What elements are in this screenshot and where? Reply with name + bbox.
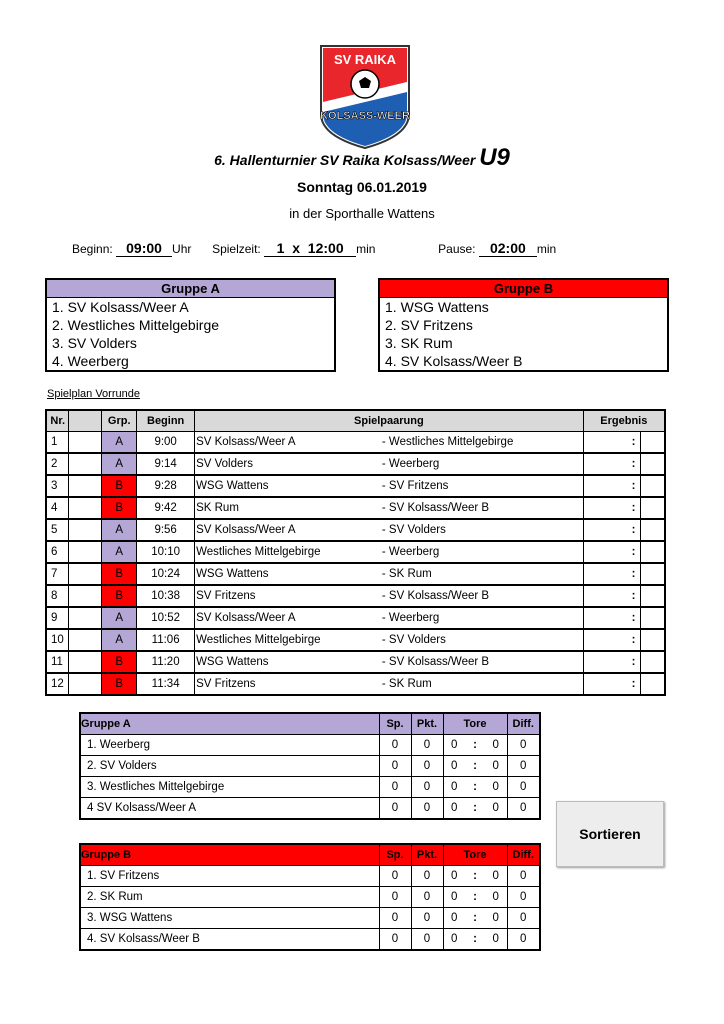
standings-goals-against: 0 bbox=[485, 866, 507, 887]
match-home: SV Kolsass/Weer A bbox=[195, 432, 382, 454]
match-row bbox=[46, 519, 665, 541]
group-a-team: 1. SV Kolsass/Weer A bbox=[52, 299, 189, 315]
standings-goals-sep: : bbox=[465, 756, 485, 777]
standings-goals-sep: : bbox=[465, 887, 485, 908]
group-a-box bbox=[45, 278, 336, 372]
standings-goals-for: 0 bbox=[443, 866, 465, 887]
group-a-team: 3. SV Volders bbox=[52, 335, 137, 351]
match-away: - Weerberg bbox=[382, 541, 583, 563]
col-tore: Tore bbox=[443, 713, 507, 735]
header-empty bbox=[69, 410, 102, 432]
match-home: Westliches Mittelgebirge bbox=[195, 629, 382, 651]
match-group: A bbox=[102, 519, 137, 541]
standings-team: 1. SV Fritzens bbox=[80, 866, 379, 887]
pause-unit: min bbox=[536, 242, 557, 256]
standings-pkt: 0 bbox=[411, 866, 443, 887]
title-category: U9 bbox=[479, 144, 510, 171]
standings-row bbox=[80, 777, 540, 798]
header-nr: Nr. bbox=[46, 410, 69, 432]
match-group: B bbox=[102, 497, 137, 519]
match-score-extra bbox=[640, 432, 665, 454]
header-spielpaarung: Spielpaarung bbox=[195, 410, 584, 432]
match-score-extra bbox=[640, 563, 665, 585]
match-time: 9:14 bbox=[137, 453, 195, 475]
match-away: - Westliches Mittelgebirge bbox=[382, 432, 583, 454]
group-a-team: 4. Weerberg bbox=[52, 353, 129, 369]
standings-row bbox=[80, 908, 540, 929]
standings-diff: 0 bbox=[507, 866, 540, 887]
match-group: A bbox=[102, 432, 137, 454]
standings-goals-against: 0 bbox=[485, 777, 507, 798]
match-home: Westliches Mittelgebirge bbox=[195, 541, 382, 563]
header-grp: Grp. bbox=[102, 410, 137, 432]
standings-team: 3. WSG Wattens bbox=[80, 908, 379, 929]
standings-goals-against: 0 bbox=[485, 887, 507, 908]
spielzeit-label: Spielzeit: bbox=[212, 242, 261, 256]
match-score[interactable]: : bbox=[583, 651, 640, 673]
standings-sp: 0 bbox=[379, 908, 411, 929]
header-beginn: Beginn bbox=[137, 410, 195, 432]
match-row bbox=[46, 475, 665, 497]
standings-goals-sep: : bbox=[465, 777, 485, 798]
group-a-title: Gruppe A bbox=[47, 280, 334, 298]
col-sp: Sp. bbox=[379, 844, 411, 866]
tournament-title bbox=[0, 144, 724, 172]
standings-pkt: 0 bbox=[411, 929, 443, 951]
standings-pkt: 0 bbox=[411, 908, 443, 929]
match-time: 9:28 bbox=[137, 475, 195, 497]
match-group: A bbox=[102, 607, 137, 629]
tournament-venue: in der Sporthalle Wattens bbox=[289, 206, 435, 221]
standings-row bbox=[80, 866, 540, 887]
standings-diff: 0 bbox=[507, 735, 540, 756]
standings-goals-against: 0 bbox=[485, 798, 507, 820]
match-nr: 11 bbox=[46, 651, 69, 673]
sortieren-button[interactable]: Sortieren bbox=[556, 801, 664, 867]
match-home: WSG Wattens bbox=[195, 563, 382, 585]
match-score-extra bbox=[640, 607, 665, 629]
match-home: WSG Wattens bbox=[195, 475, 382, 497]
standings-goals-for: 0 bbox=[443, 908, 465, 929]
match-group: B bbox=[102, 651, 137, 673]
match-row bbox=[46, 432, 665, 454]
match-away: - SV Volders bbox=[382, 519, 583, 541]
standings-sp: 0 bbox=[379, 735, 411, 756]
header-ergebnis: Ergebnis bbox=[583, 410, 665, 432]
standings-row bbox=[80, 929, 540, 951]
standings-goals-for: 0 bbox=[443, 798, 465, 820]
match-home: SV Fritzens bbox=[195, 585, 382, 607]
standings-pkt: 0 bbox=[411, 777, 443, 798]
match-nr: 6 bbox=[46, 541, 69, 563]
schedule-header-row bbox=[46, 410, 665, 432]
standings-goals-for: 0 bbox=[443, 777, 465, 798]
pause-label: Pause: bbox=[438, 242, 476, 256]
spielzeit-count: 1 bbox=[276, 240, 285, 256]
standings-goals-sep: : bbox=[465, 735, 485, 756]
group-b-team: 4. SV Kolsass/Weer B bbox=[385, 353, 523, 369]
match-empty bbox=[69, 519, 102, 541]
standings-team: 4 SV Kolsass/Weer A bbox=[80, 798, 379, 820]
match-group: B bbox=[102, 475, 137, 497]
match-time: 10:38 bbox=[137, 585, 195, 607]
match-row bbox=[46, 541, 665, 563]
standings-row bbox=[80, 887, 540, 908]
match-row bbox=[46, 453, 665, 475]
match-score-extra bbox=[640, 629, 665, 651]
match-home: WSG Wattens bbox=[195, 651, 382, 673]
match-row bbox=[46, 497, 665, 519]
match-away: - SK Rum bbox=[382, 563, 583, 585]
match-score[interactable]: : bbox=[583, 673, 640, 695]
schedule-table bbox=[45, 409, 666, 696]
match-time: 9:00 bbox=[137, 432, 195, 454]
standings-row bbox=[80, 735, 540, 756]
match-away: - Weerberg bbox=[382, 607, 583, 629]
standings-b-header bbox=[80, 844, 540, 866]
match-time: 10:52 bbox=[137, 607, 195, 629]
standings-diff: 0 bbox=[507, 798, 540, 820]
match-away: - SV Kolsass/Weer B bbox=[382, 585, 583, 607]
standings-goals-against: 0 bbox=[485, 929, 507, 951]
match-nr: 10 bbox=[46, 629, 69, 651]
standings-b-title: Gruppe B bbox=[80, 844, 379, 866]
standings-goals-against: 0 bbox=[485, 735, 507, 756]
group-b-team: 2. SV Fritzens bbox=[385, 317, 473, 333]
match-score[interactable]: : bbox=[583, 432, 640, 454]
match-time: 9:56 bbox=[137, 519, 195, 541]
standings-pkt: 0 bbox=[411, 756, 443, 777]
logo-bottom-text: KOLSASS-WEER bbox=[320, 110, 410, 122]
match-score-extra bbox=[640, 585, 665, 607]
standings-row bbox=[80, 756, 540, 777]
standings-goals-for: 0 bbox=[443, 929, 465, 951]
match-away: - Weerberg bbox=[382, 453, 583, 475]
standings-goals-for: 0 bbox=[443, 735, 465, 756]
beginn-value: 09:00 bbox=[116, 240, 172, 257]
spielplan-label: Spielplan Vorrunde bbox=[47, 388, 140, 400]
standings-goals-against: 0 bbox=[485, 908, 507, 929]
spielzeit-x: x bbox=[292, 240, 301, 256]
standings-sp: 0 bbox=[379, 756, 411, 777]
standings-diff: 0 bbox=[507, 887, 540, 908]
match-score[interactable]: : bbox=[583, 629, 640, 651]
pause-value: 02:00 bbox=[479, 240, 537, 257]
spielzeit-unit: min bbox=[356, 242, 376, 256]
col-pkt: Pkt. bbox=[411, 844, 443, 866]
match-group: B bbox=[102, 563, 137, 585]
match-row bbox=[46, 651, 665, 673]
standings-team: 4. SV Kolsass/Weer B bbox=[80, 929, 379, 951]
match-nr: 1 bbox=[46, 432, 69, 454]
match-row bbox=[46, 673, 665, 695]
standings-team: 2. SK Rum bbox=[80, 887, 379, 908]
match-score-extra bbox=[640, 519, 665, 541]
match-time: 10:24 bbox=[137, 563, 195, 585]
match-home: SV Kolsass/Weer A bbox=[195, 519, 382, 541]
match-empty bbox=[69, 541, 102, 563]
standings-sp: 0 bbox=[379, 777, 411, 798]
group-a-team: 2. Westliches Mittelgebirge bbox=[52, 317, 220, 333]
match-score[interactable]: : bbox=[583, 607, 640, 629]
standings-goals-sep: : bbox=[465, 908, 485, 929]
standings-goals-for: 0 bbox=[443, 756, 465, 777]
match-empty bbox=[69, 629, 102, 651]
match-empty bbox=[69, 673, 102, 695]
match-away: - SV Fritzens bbox=[382, 475, 583, 497]
standings-diff: 0 bbox=[507, 777, 540, 798]
standings-group-a bbox=[79, 712, 541, 820]
match-away: - SV Kolsass/Weer B bbox=[382, 651, 583, 673]
standings-sp: 0 bbox=[379, 929, 411, 951]
standings-goals-sep: : bbox=[465, 798, 485, 820]
match-home: SV Kolsass/Weer A bbox=[195, 607, 382, 629]
match-score-extra bbox=[640, 453, 665, 475]
group-b-box bbox=[378, 278, 669, 372]
match-away: - SV Kolsass/Weer B bbox=[382, 497, 583, 519]
tournament-date: Sonntag 06.01.2019 bbox=[297, 179, 427, 195]
match-empty bbox=[69, 563, 102, 585]
match-empty bbox=[69, 432, 102, 454]
match-empty bbox=[69, 585, 102, 607]
col-sp: Sp. bbox=[379, 713, 411, 735]
standings-team: 3. Westliches Mittelgebirge bbox=[80, 777, 379, 798]
col-diff: Diff. bbox=[507, 713, 540, 735]
match-row bbox=[46, 607, 665, 629]
match-score[interactable]: : bbox=[583, 585, 640, 607]
standings-sp: 0 bbox=[379, 866, 411, 887]
logo-top-text: SV RAIKA bbox=[333, 52, 397, 67]
standings-diff: 0 bbox=[507, 908, 540, 929]
match-row bbox=[46, 585, 665, 607]
group-b-team: 3. SK Rum bbox=[385, 335, 453, 351]
standings-goals-against: 0 bbox=[485, 756, 507, 777]
match-score-extra bbox=[640, 541, 665, 563]
col-diff: Diff. bbox=[507, 844, 540, 866]
spielzeit-value-box bbox=[264, 240, 356, 257]
match-score[interactable]: : bbox=[583, 497, 640, 519]
match-time: 11:34 bbox=[137, 673, 195, 695]
match-nr: 3 bbox=[46, 475, 69, 497]
match-score[interactable]: : bbox=[583, 541, 640, 563]
match-nr: 8 bbox=[46, 585, 69, 607]
match-group: A bbox=[102, 453, 137, 475]
match-nr: 7 bbox=[46, 563, 69, 585]
standings-a-header bbox=[80, 713, 540, 735]
match-empty bbox=[69, 475, 102, 497]
beginn-unit: Uhr bbox=[172, 242, 192, 256]
match-group: B bbox=[102, 673, 137, 695]
match-empty bbox=[69, 453, 102, 475]
match-score-extra bbox=[640, 673, 665, 695]
match-nr: 12 bbox=[46, 673, 69, 695]
standings-row bbox=[80, 798, 540, 820]
standings-goals-sep: : bbox=[465, 866, 485, 887]
match-time: 10:10 bbox=[137, 541, 195, 563]
beginn-label: Beginn: bbox=[72, 242, 113, 256]
standings-a-title: Gruppe A bbox=[80, 713, 379, 735]
standings-goals-for: 0 bbox=[443, 887, 465, 908]
standings-diff: 0 bbox=[507, 929, 540, 951]
match-home: SK Rum bbox=[195, 497, 382, 519]
match-score[interactable]: : bbox=[583, 563, 640, 585]
match-score-extra bbox=[640, 651, 665, 673]
match-time: 9:42 bbox=[137, 497, 195, 519]
match-nr: 9 bbox=[46, 607, 69, 629]
standings-goals-sep: : bbox=[465, 929, 485, 951]
club-logo bbox=[319, 44, 411, 150]
spielzeit-value: 12:00 bbox=[307, 240, 344, 256]
match-away: - SK Rum bbox=[382, 673, 583, 695]
match-score-extra bbox=[640, 497, 665, 519]
match-away: - SV Volders bbox=[382, 629, 583, 651]
group-b-team: 1. WSG Wattens bbox=[385, 299, 489, 315]
match-group: A bbox=[102, 541, 137, 563]
col-pkt: Pkt. bbox=[411, 713, 443, 735]
standings-pkt: 0 bbox=[411, 887, 443, 908]
timing-info bbox=[72, 240, 556, 257]
match-time: 11:20 bbox=[137, 651, 195, 673]
standings-pkt: 0 bbox=[411, 798, 443, 820]
match-row bbox=[46, 563, 665, 585]
standings-sp: 0 bbox=[379, 887, 411, 908]
standings-group-b bbox=[79, 843, 541, 951]
match-home: SV Volders bbox=[195, 453, 382, 475]
match-score[interactable]: : bbox=[583, 453, 640, 475]
standings-team: 1. Weerberg bbox=[80, 735, 379, 756]
match-score-extra bbox=[640, 475, 665, 497]
match-score[interactable]: : bbox=[583, 475, 640, 497]
match-score[interactable]: : bbox=[583, 519, 640, 541]
match-empty bbox=[69, 497, 102, 519]
match-empty bbox=[69, 651, 102, 673]
standings-sp: 0 bbox=[379, 798, 411, 820]
match-time: 11:06 bbox=[137, 629, 195, 651]
match-row bbox=[46, 629, 665, 651]
match-group: A bbox=[102, 629, 137, 651]
match-nr: 4 bbox=[46, 497, 69, 519]
title-main: 6. Hallenturnier SV Raika Kolsass/Weer bbox=[214, 152, 476, 168]
match-empty bbox=[69, 607, 102, 629]
match-nr: 2 bbox=[46, 453, 69, 475]
group-b-title: Gruppe B bbox=[380, 280, 667, 298]
col-tore: Tore bbox=[443, 844, 507, 866]
match-group: B bbox=[102, 585, 137, 607]
match-nr: 5 bbox=[46, 519, 69, 541]
standings-diff: 0 bbox=[507, 756, 540, 777]
standings-team: 2. SV Volders bbox=[80, 756, 379, 777]
standings-pkt: 0 bbox=[411, 735, 443, 756]
match-home: SV Fritzens bbox=[195, 673, 382, 695]
